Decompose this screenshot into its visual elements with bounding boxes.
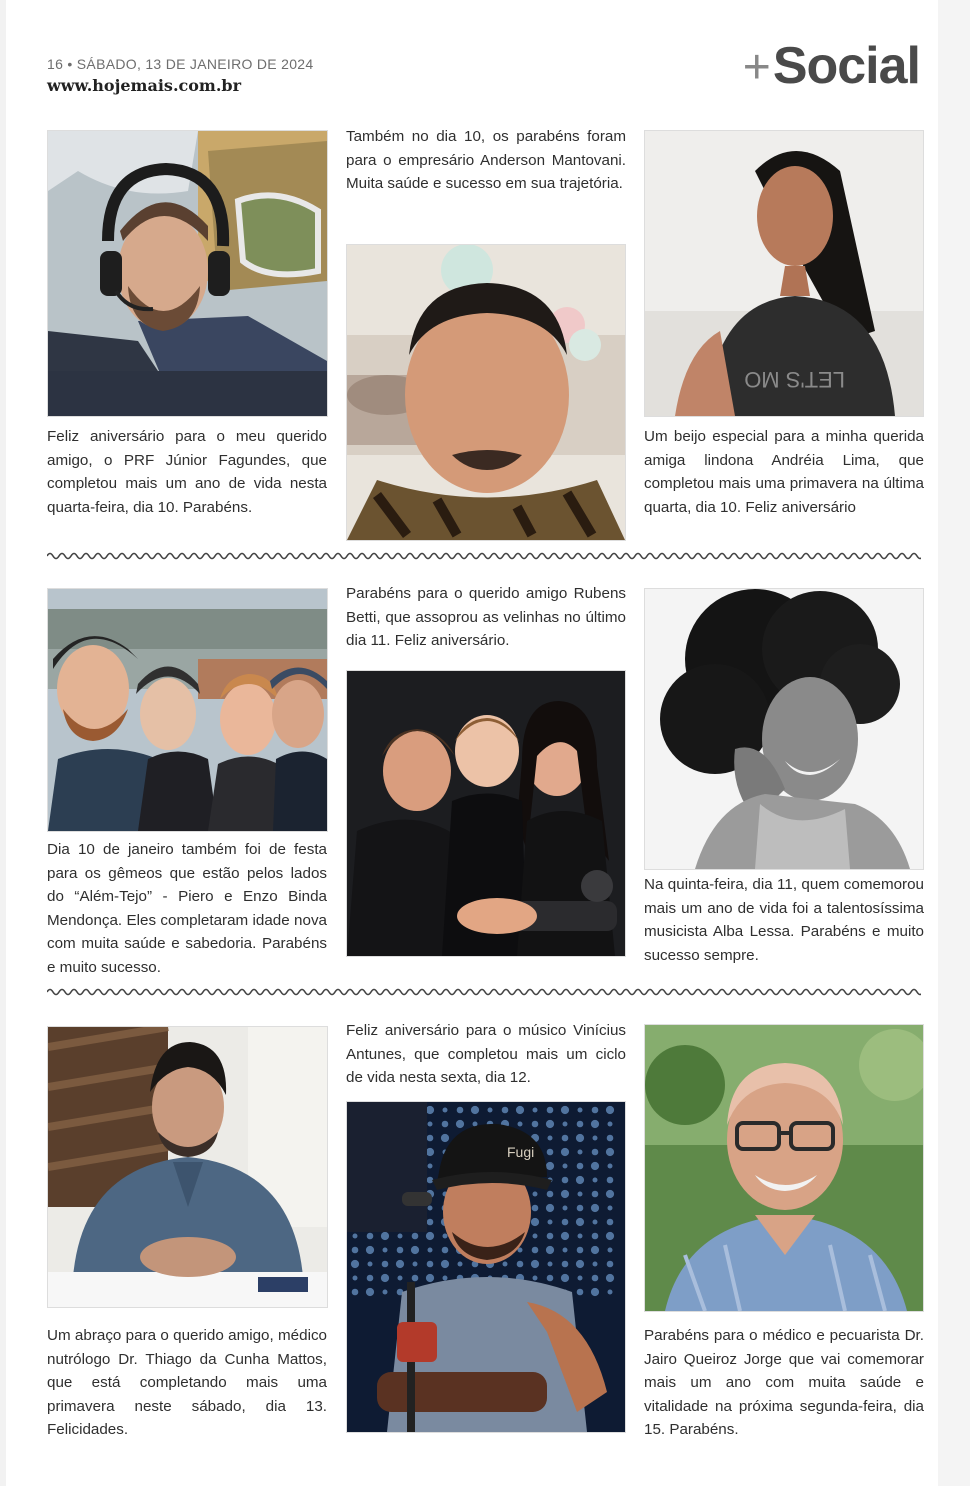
page-edge xyxy=(938,0,970,1486)
photo-woman-alba xyxy=(644,588,924,870)
caption-alba: Na quinta-feira, dia 11, quem comemorou mais um ano de vida foi a talentosíssima musicista Alba Lessa. Parabéns e muito sucesso sempre. xyxy=(644,876,924,964)
section-divider xyxy=(47,986,921,998)
page-info xyxy=(47,56,313,72)
caption-businessman: Também no dia 10, os parabéns foram para o empresário Anderson Mantovani. Muita saúde e sucesso em sua trajetória. xyxy=(346,128,626,192)
photo-woman-andreia xyxy=(644,130,924,417)
photo-pilot xyxy=(47,130,328,417)
photo-businessman xyxy=(346,244,626,541)
caption-rubens: Parabéns para o querido amigo Rubens Betti, que assoprou as velinhas no último dia 11. Feliz aniversário. xyxy=(346,585,626,649)
photo-doctor-jairo xyxy=(644,1024,924,1312)
caption-pilot: Feliz aniversário para o meu querido amigo, o PRF Júnior Fagundes, que completou mais um ano de vida nesta quarta-feira, dia 10. Parabéns. xyxy=(47,428,327,516)
page-header xyxy=(47,56,313,95)
caption-vinicius: Feliz aniversário para o músico Vinícius Antunes, que completou mais um ciclo de vida nesta sexta, dia 12. xyxy=(346,1022,626,1086)
site-url: www.hojemais.com.br xyxy=(47,76,242,95)
section-divider xyxy=(47,550,921,562)
section-title xyxy=(742,37,920,95)
separator: • xyxy=(67,56,73,72)
page-edge xyxy=(0,0,6,1486)
photo-musician xyxy=(346,1101,626,1433)
caption-twins: Dia 10 de janeiro também foi de festa para os gêmeos que estão pelos lados do “Além-Tejo” - Piero e Enzo Binda Mendonça. Eles completaram idade nova com muita saúde e sabedoria. Parabéns e muito sucesso. xyxy=(47,841,327,976)
shirt-text: LET'S MO xyxy=(744,367,845,392)
photo-family xyxy=(346,670,626,957)
cap-text: Fugi xyxy=(507,1144,535,1160)
caption-thiago: Um abraço para o querido amigo, médico nutrólogo Dr. Thiago da Cunha Mattos, que está completando mais uma primavera neste sábado, dia 13. Felicidades. xyxy=(47,1327,327,1438)
photo-group-selfie xyxy=(47,588,328,832)
section-word: Social xyxy=(772,37,920,95)
caption-jairo: Parabéns para o médico e pecuarista Dr. Jairo Queiroz Jorge que vai comemorar mais um ano com muita saúde e vitalidade na próxima segunda-feira, dia 15. Parabéns. xyxy=(644,1327,924,1438)
publication-date: SÁBADO, 13 DE JANEIRO DE 2024 xyxy=(76,56,314,72)
photo-doctor-thiago xyxy=(47,1026,328,1308)
section-plus: + xyxy=(742,41,771,94)
page-number: 16 xyxy=(47,56,64,72)
caption-andreia: Um beijo especial para a minha querida amiga lindona Andréia Lima, que completou mais uma primavera na última quarta, dia 10. Feliz aniversário xyxy=(644,428,924,516)
